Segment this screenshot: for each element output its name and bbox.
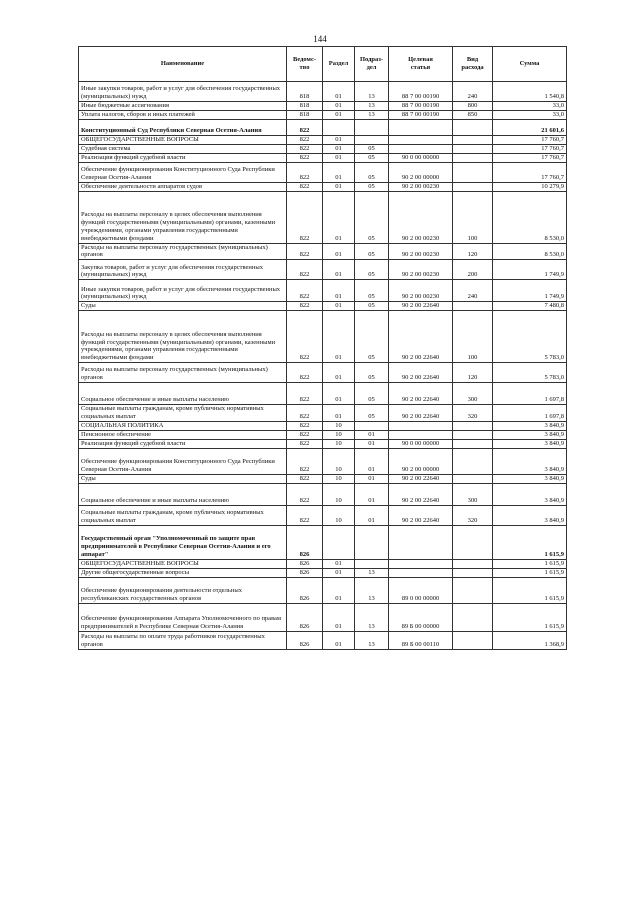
cell-subsection: 05 (355, 302, 389, 311)
cell-dept: 826 (287, 631, 323, 649)
table-row (79, 505, 567, 525)
header-target: Целевая статья (389, 47, 453, 82)
cell-subsection (355, 559, 389, 568)
cell-type (453, 135, 493, 144)
cell-section: 10 (323, 439, 355, 448)
cell-target: 90 2 00 22640 (389, 474, 453, 483)
cell-subsection: 05 (355, 162, 389, 182)
cell-subsection (355, 135, 389, 144)
cell-target (389, 144, 453, 153)
table-row (79, 260, 567, 280)
header-dept: Ведомс- тво (287, 47, 323, 82)
cell-dept: 826 (287, 559, 323, 568)
cell-amount: 1 697,8 (493, 383, 567, 405)
cell-type (453, 448, 493, 474)
cell-name: СОЦИАЛЬНАЯ ПОЛИТИКА (79, 422, 287, 431)
cell-target: 90 2 00 22640 (389, 302, 453, 311)
header-section: Раздел (323, 47, 355, 82)
cell-name: Иные бюджетные ассигнования (79, 102, 287, 111)
cell-section: 01 (323, 603, 355, 631)
cell-amount: 17 760,7 (493, 135, 567, 144)
cell-type (453, 153, 493, 162)
cell-name: Реализация функций судебной власти (79, 153, 287, 162)
cell-subsection: 01 (355, 474, 389, 483)
table-row (79, 422, 567, 431)
cell-name: Конституционный Суд Республики Северная Осетия-Алания (79, 119, 287, 135)
table-row (79, 439, 567, 448)
cell-name: Суды (79, 302, 287, 311)
cell-target: 90 2 00 22640 (389, 405, 453, 422)
cell-section: 01 (323, 82, 355, 102)
cell-subsection: 01 (355, 505, 389, 525)
table-row (79, 603, 567, 631)
cell-amount: 1 749,9 (493, 280, 567, 302)
cell-subsection: 13 (355, 82, 389, 102)
cell-subsection: 13 (355, 102, 389, 111)
cell-dept: 822 (287, 311, 323, 363)
cell-target (389, 422, 453, 431)
header-subsection: Подраз- дел (355, 47, 389, 82)
table-row (79, 280, 567, 302)
cell-amount: 5 783,0 (493, 311, 567, 363)
cell-type: 320 (453, 405, 493, 422)
cell-name: Уплата налогов, сборов и иных платежей (79, 110, 287, 119)
cell-type: 300 (453, 483, 493, 505)
budget-table (78, 46, 567, 650)
cell-section: 01 (323, 302, 355, 311)
cell-name: Расходы на выплаты персоналу в целях обеспечения выполнения функций государственными (муниципальными) органами, казенными учреждениями, органами управления государственными внебюджетными фондами (79, 311, 287, 363)
cell-dept: 818 (287, 110, 323, 119)
cell-subsection: 13 (355, 577, 389, 603)
cell-type (453, 302, 493, 311)
cell-amount: 10 279,9 (493, 182, 567, 191)
cell-target (389, 431, 453, 440)
cell-name: Расходы на выплаты по оплате труда работников государственных органов (79, 631, 287, 649)
header-expense-type: Вид расхода (453, 47, 493, 82)
table-row (79, 448, 567, 474)
cell-target: 90 2 00 00230 (389, 182, 453, 191)
cell-name: Расходы на выплаты персоналу в целях обеспечения выполнения функций государственными (муниципальными) органами, казенными учреждениями, органами управления государственными внебюджетными фондами (79, 191, 287, 243)
cell-subsection: 05 (355, 383, 389, 405)
cell-section: 01 (323, 559, 355, 568)
table-row (79, 110, 567, 119)
cell-name: Государственный орган "Уполномоченный по защите прав предпринимателей в Республике Северная Осетия-Алания и его аппарат" (79, 525, 287, 559)
cell-dept: 822 (287, 243, 323, 260)
cell-target: 90 2 00 00230 (389, 260, 453, 280)
cell-target: 88 7 00 00190 (389, 110, 453, 119)
header-amount: Сумма (493, 47, 567, 82)
cell-type (453, 162, 493, 182)
cell-amount: 1 615,9 (493, 577, 567, 603)
cell-target: 90 2 00 22640 (389, 363, 453, 383)
cell-target: 90 2 00 00230 (389, 243, 453, 260)
cell-subsection: 05 (355, 243, 389, 260)
cell-target: 90 0 00 00000 (389, 439, 453, 448)
cell-amount: 5 783,0 (493, 363, 567, 383)
cell-subsection (355, 119, 389, 135)
cell-type: 100 (453, 191, 493, 243)
cell-target: 90 2 00 00230 (389, 280, 453, 302)
cell-section: 01 (323, 280, 355, 302)
cell-amount: 3 840,9 (493, 505, 567, 525)
header-name: Наименование (79, 47, 287, 82)
cell-name: Социальные выплаты гражданам, кроме публичных нормативных социальных выплат (79, 505, 287, 525)
cell-subsection: 05 (355, 182, 389, 191)
cell-name: Другие общегосударственные вопросы (79, 568, 287, 577)
cell-amount: 17 760,7 (493, 162, 567, 182)
cell-dept: 822 (287, 363, 323, 383)
cell-subsection: 13 (355, 603, 389, 631)
cell-name: Пенсионное обеспечение (79, 431, 287, 440)
cell-amount: 3 840,9 (493, 448, 567, 474)
table-row (79, 153, 567, 162)
page-number: 144 (313, 34, 327, 44)
cell-section: 01 (323, 182, 355, 191)
cell-type: 800 (453, 102, 493, 111)
table-row (79, 144, 567, 153)
cell-section: 10 (323, 422, 355, 431)
cell-section: 10 (323, 474, 355, 483)
table-row (79, 302, 567, 311)
cell-type (453, 568, 493, 577)
cell-dept: 822 (287, 483, 323, 505)
cell-name: Обеспечение функционирования Аппарата Уполномоченного по правам предпринимателей в Республике Северная Осетия-Алания (79, 603, 287, 631)
cell-subsection: 13 (355, 110, 389, 119)
table-row (79, 559, 567, 568)
cell-type: 300 (453, 383, 493, 405)
cell-type (453, 577, 493, 603)
cell-target: 88 7 00 00190 (389, 102, 453, 111)
cell-subsection (355, 525, 389, 559)
cell-section: 01 (323, 153, 355, 162)
cell-amount: 21 601,6 (493, 119, 567, 135)
cell-type (453, 422, 493, 431)
cell-target: 89 Б 00 00110 (389, 631, 453, 649)
cell-type: 850 (453, 110, 493, 119)
table-row (79, 243, 567, 260)
cell-dept: 822 (287, 422, 323, 431)
cell-target: 90 2 00 22640 (389, 311, 453, 363)
cell-name: ОБЩЕГОСУДАРСТВЕННЫЕ ВОПРОСЫ (79, 135, 287, 144)
cell-target (389, 568, 453, 577)
cell-target (389, 525, 453, 559)
cell-section: 01 (323, 311, 355, 363)
cell-dept: 822 (287, 191, 323, 243)
cell-subsection: 05 (355, 191, 389, 243)
cell-amount: 33,0 (493, 110, 567, 119)
cell-type: 240 (453, 82, 493, 102)
cell-amount: 3 840,9 (493, 483, 567, 505)
cell-section (323, 525, 355, 559)
cell-target: 90 2 00 22640 (389, 383, 453, 405)
cell-name: Суды (79, 474, 287, 483)
cell-subsection (355, 422, 389, 431)
cell-type (453, 474, 493, 483)
cell-target (389, 559, 453, 568)
cell-subsection: 01 (355, 439, 389, 448)
cell-dept: 822 (287, 260, 323, 280)
cell-section: 01 (323, 260, 355, 280)
table-row (79, 577, 567, 603)
cell-subsection: 13 (355, 631, 389, 649)
cell-section: 01 (323, 363, 355, 383)
cell-dept: 822 (287, 439, 323, 448)
cell-target: 90 2 00 00230 (389, 191, 453, 243)
cell-target: 90 2 00 22640 (389, 483, 453, 505)
cell-amount: 17 760,7 (493, 144, 567, 153)
cell-amount: 8 530,0 (493, 191, 567, 243)
cell-name: Закупка товаров, работ и услуг для обеспечения государственных (муниципальных) нужд (79, 260, 287, 280)
cell-target (389, 119, 453, 135)
cell-target: 89 0 00 00000 (389, 577, 453, 603)
cell-section: 10 (323, 431, 355, 440)
table-row (79, 82, 567, 102)
table-row (79, 568, 567, 577)
cell-amount: 3 840,9 (493, 439, 567, 448)
cell-name: Иные закупки товаров, работ и услуг для обеспечения государственных (муниципальных) нужд (79, 82, 287, 102)
cell-type: 200 (453, 260, 493, 280)
cell-name: Социальное обеспечение и иные выплаты населению (79, 383, 287, 405)
cell-name: Обеспечение функционирования Конституционного Суда Республики Северная Осетия-Алания (79, 448, 287, 474)
table-row (79, 525, 567, 559)
cell-target: 90 0 00 00000 (389, 153, 453, 162)
cell-section: 01 (323, 243, 355, 260)
cell-section: 10 (323, 483, 355, 505)
cell-type (453, 525, 493, 559)
cell-type (453, 439, 493, 448)
cell-subsection: 01 (355, 448, 389, 474)
table-row (79, 311, 567, 363)
cell-section: 01 (323, 631, 355, 649)
cell-dept: 822 (287, 302, 323, 311)
cell-dept: 818 (287, 82, 323, 102)
cell-name: Обеспечение функционирования Конституционного Суда Республики Северная Осетия-Алания (79, 162, 287, 182)
cell-subsection: 05 (355, 363, 389, 383)
cell-name: Судебная система (79, 144, 287, 153)
cell-dept: 822 (287, 474, 323, 483)
table-header-row (79, 47, 567, 82)
cell-name: Иные закупки товаров, работ и услуг для обеспечения государственных (муниципальных) нужд (79, 280, 287, 302)
cell-dept: 822 (287, 153, 323, 162)
cell-amount: 1 697,8 (493, 405, 567, 422)
cell-target: 88 7 00 00190 (389, 82, 453, 102)
table-row (79, 182, 567, 191)
cell-dept: 826 (287, 525, 323, 559)
cell-dept: 826 (287, 577, 323, 603)
cell-subsection: 05 (355, 405, 389, 422)
cell-amount: 7 480,8 (493, 302, 567, 311)
cell-subsection: 05 (355, 260, 389, 280)
cell-amount: 1 749,9 (493, 260, 567, 280)
cell-type (453, 631, 493, 649)
cell-section: 01 (323, 110, 355, 119)
cell-subsection: 05 (355, 280, 389, 302)
cell-subsection: 01 (355, 483, 389, 505)
cell-type: 100 (453, 311, 493, 363)
cell-amount: 3 840,9 (493, 422, 567, 431)
cell-name: Расходы на выплаты персоналу государственных (муниципальных) органов (79, 243, 287, 260)
cell-section: 01 (323, 162, 355, 182)
cell-type (453, 603, 493, 631)
cell-dept: 822 (287, 144, 323, 153)
cell-type (453, 144, 493, 153)
table-row (79, 135, 567, 144)
cell-section: 01 (323, 405, 355, 422)
cell-name: Социальное обеспечение и иные выплаты населению (79, 483, 287, 505)
cell-amount: 8 530,0 (493, 243, 567, 260)
cell-type: 240 (453, 280, 493, 302)
cell-dept: 822 (287, 182, 323, 191)
table-row (79, 405, 567, 422)
cell-dept: 826 (287, 568, 323, 577)
cell-name: ОБЩЕГОСУДАРСТВЕННЫЕ ВОПРОСЫ (79, 559, 287, 568)
cell-amount: 1 540,8 (493, 82, 567, 102)
cell-type: 120 (453, 363, 493, 383)
cell-target: 90 2 00 00000 (389, 162, 453, 182)
cell-section: 01 (323, 102, 355, 111)
table-row (79, 431, 567, 440)
cell-dept: 822 (287, 505, 323, 525)
cell-target (389, 135, 453, 144)
cell-dept: 822 (287, 135, 323, 144)
cell-target: 90 2 00 22640 (389, 505, 453, 525)
cell-dept: 822 (287, 405, 323, 422)
cell-name: Обеспечение функционирования деятельности отдельных республиканских государственных органов (79, 577, 287, 603)
table-row (79, 383, 567, 405)
cell-type: 320 (453, 505, 493, 525)
cell-dept: 818 (287, 102, 323, 111)
table-row (79, 102, 567, 111)
cell-subsection: 13 (355, 568, 389, 577)
cell-section: 01 (323, 135, 355, 144)
cell-type: 120 (453, 243, 493, 260)
cell-section (323, 119, 355, 135)
table-row (79, 363, 567, 383)
cell-amount: 3 840,9 (493, 474, 567, 483)
cell-dept: 822 (287, 431, 323, 440)
cell-dept: 822 (287, 448, 323, 474)
cell-name: Расходы на выплаты персоналу государственных (муниципальных) органов (79, 363, 287, 383)
table-row (79, 631, 567, 649)
cell-target: 90 2 00 00000 (389, 448, 453, 474)
table-row (79, 162, 567, 182)
cell-subsection: 05 (355, 153, 389, 162)
table-row (79, 119, 567, 135)
cell-type (453, 119, 493, 135)
table-row (79, 474, 567, 483)
cell-dept: 822 (287, 162, 323, 182)
cell-name: Обеспечение деятельности аппаратов судов (79, 182, 287, 191)
cell-section: 01 (323, 383, 355, 405)
cell-subsection: 05 (355, 311, 389, 363)
cell-dept: 822 (287, 119, 323, 135)
cell-type (453, 559, 493, 568)
cell-amount: 1 615,9 (493, 525, 567, 559)
cell-section: 10 (323, 505, 355, 525)
cell-amount: 3 840,9 (493, 431, 567, 440)
cell-section: 01 (323, 577, 355, 603)
cell-dept: 822 (287, 280, 323, 302)
cell-subsection: 05 (355, 144, 389, 153)
cell-amount: 1 368,9 (493, 631, 567, 649)
cell-section: 01 (323, 568, 355, 577)
cell-amount: 17 760,7 (493, 153, 567, 162)
cell-name: Социальные выплаты гражданам, кроме публичных нормативных социальных выплат (79, 405, 287, 422)
cell-section: 01 (323, 144, 355, 153)
cell-dept: 826 (287, 603, 323, 631)
table-row (79, 191, 567, 243)
cell-section: 01 (323, 191, 355, 243)
cell-name: Реализация функций судебной власти (79, 439, 287, 448)
cell-target: 89 Б 00 00000 (389, 603, 453, 631)
cell-subsection: 01 (355, 431, 389, 440)
table-row (79, 483, 567, 505)
cell-section: 10 (323, 448, 355, 474)
cell-type (453, 182, 493, 191)
cell-amount: 33,0 (493, 102, 567, 111)
cell-type (453, 431, 493, 440)
cell-dept: 822 (287, 383, 323, 405)
cell-amount: 1 615,9 (493, 603, 567, 631)
cell-amount: 1 615,9 (493, 568, 567, 577)
cell-amount: 1 615,9 (493, 559, 567, 568)
